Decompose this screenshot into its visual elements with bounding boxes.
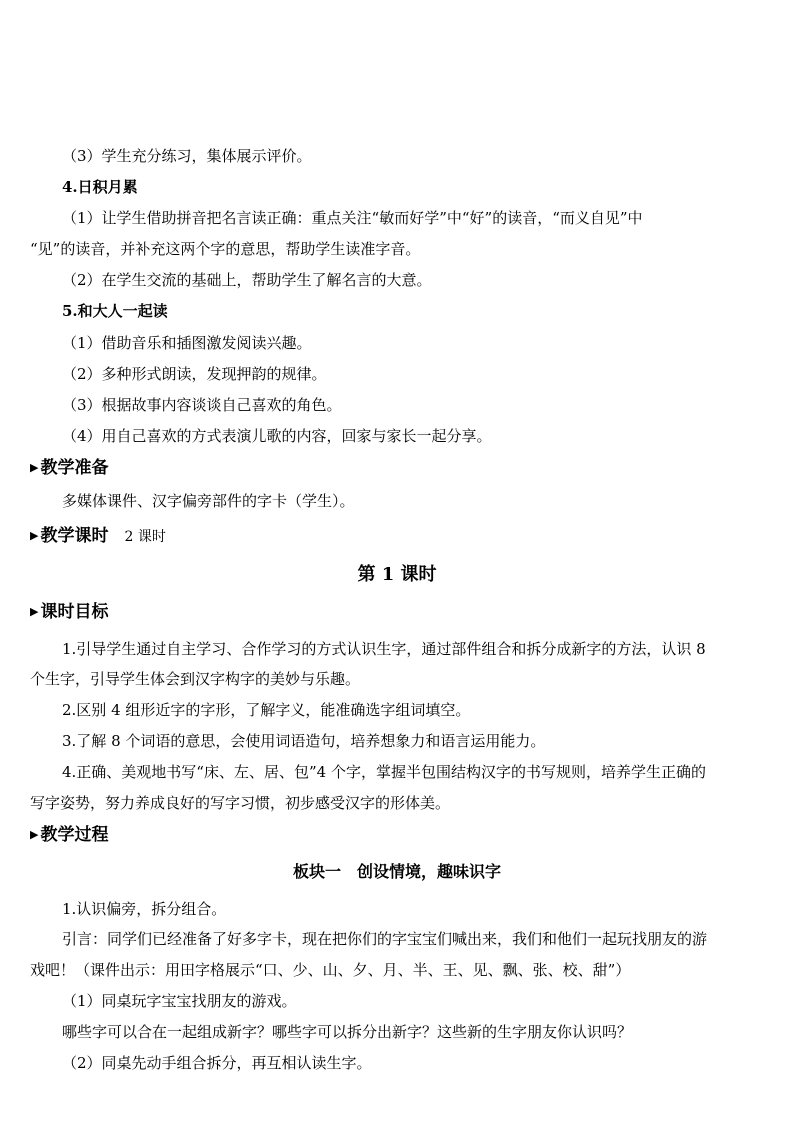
triangle-bullet-icon: ▶ [30,529,39,542]
section-heading-hours: ▶ 教学课时 2 课时 [30,526,166,546]
triangle-bullet-icon: ▶ [30,461,39,474]
goal-line: 3.了解 8 个词语的意思，会使用词语造句，培养想象力和语言运用能力。 [62,732,546,750]
subheading-5: 5.和大人一起读 [62,302,168,320]
paragraph-line: 多媒体课件、汉字偏旁部件的字卡（学生）。 [62,492,355,510]
goal-line: 写字姿势，努力养成良好的写字习惯，初步感受汉字的形体美。 [30,794,451,812]
goal-line: 2.区别 4 组形近字的字形，了解字义，能准确选字组词填空。 [62,701,471,719]
paragraph-line: （2）多种形式朗读，发现押韵的规律。 [62,365,327,383]
paragraph-line: （4）用自己喜欢的方式表演儿歌的内容，回家与家长一起分享。 [62,427,492,445]
process-line: 哪些字可以合在一起组成新字？哪些字可以拆分出新字？这些新的生字朋友你认识吗？ [62,1023,633,1041]
process-line: 戏吧！（课件出示：用田字格展示“口、少、山、夕、月、半、王、见、飘、张、校、甜”） [30,961,631,979]
lesson-title: 第 1 课时 [357,564,437,585]
paragraph-line: （1）让学生借助拼音把名言读正确：重点关注“敏而好学”中“好”的读音，“而义自见”中 [62,209,643,227]
goal-line: 4.正确、美观地书写“床、左、居、包”4 个字，掌握半包围结构汉字的书写规则，培养学生正确的 [62,763,706,781]
paragraph-line: （1）借助音乐和插图激发阅读兴趣。 [62,334,312,352]
block-title: 板块一 创设情境，趣味识字 [292,862,501,881]
process-line: 1.认识偏旁，拆分组合。 [62,900,227,918]
section-heading-goals: ▶ 课时目标 [30,602,109,622]
subheading-4: 4.日积月累 [62,178,138,196]
goal-line: 个生字，引导学生体会到汉字构字的美妙与乐趣。 [30,670,361,688]
section-heading-prep: ▶ 教学准备 [30,458,109,478]
hours-value: 2 课时 [124,529,166,545]
triangle-bullet-icon: ▶ [30,605,39,618]
paragraph-line: （3）根据故事内容谈谈自己喜欢的角色。 [62,396,342,414]
goal-line: 1.引导学生通过自主学习、合作学习的方式认识生字，通过部件组合和拆分成新字的方法，认识 8 [62,640,706,658]
section-heading-process: ▶ 教学过程 [30,825,109,845]
process-line: （2）同桌先动手组合拆分，再互相认读生字。 [62,1054,372,1072]
paragraph-line: （3）学生充分练习，集体展示评价。 [62,147,312,165]
triangle-bullet-icon: ▶ [30,828,39,841]
paragraph-line: “见”的读音，并补充这两个字的意思，帮助学生读准字音。 [30,240,421,258]
process-line: （1）同桌玩字宝宝找朋友的游戏。 [62,992,297,1010]
paragraph-line: （2）在学生交流的基础上，帮助学生了解名言的大意。 [62,271,432,289]
process-line: 引言：同学们已经准备了好多字卡，现在把你们的字宝宝们喊出来，我们和他们一起玩找朋友的游 [62,930,708,948]
